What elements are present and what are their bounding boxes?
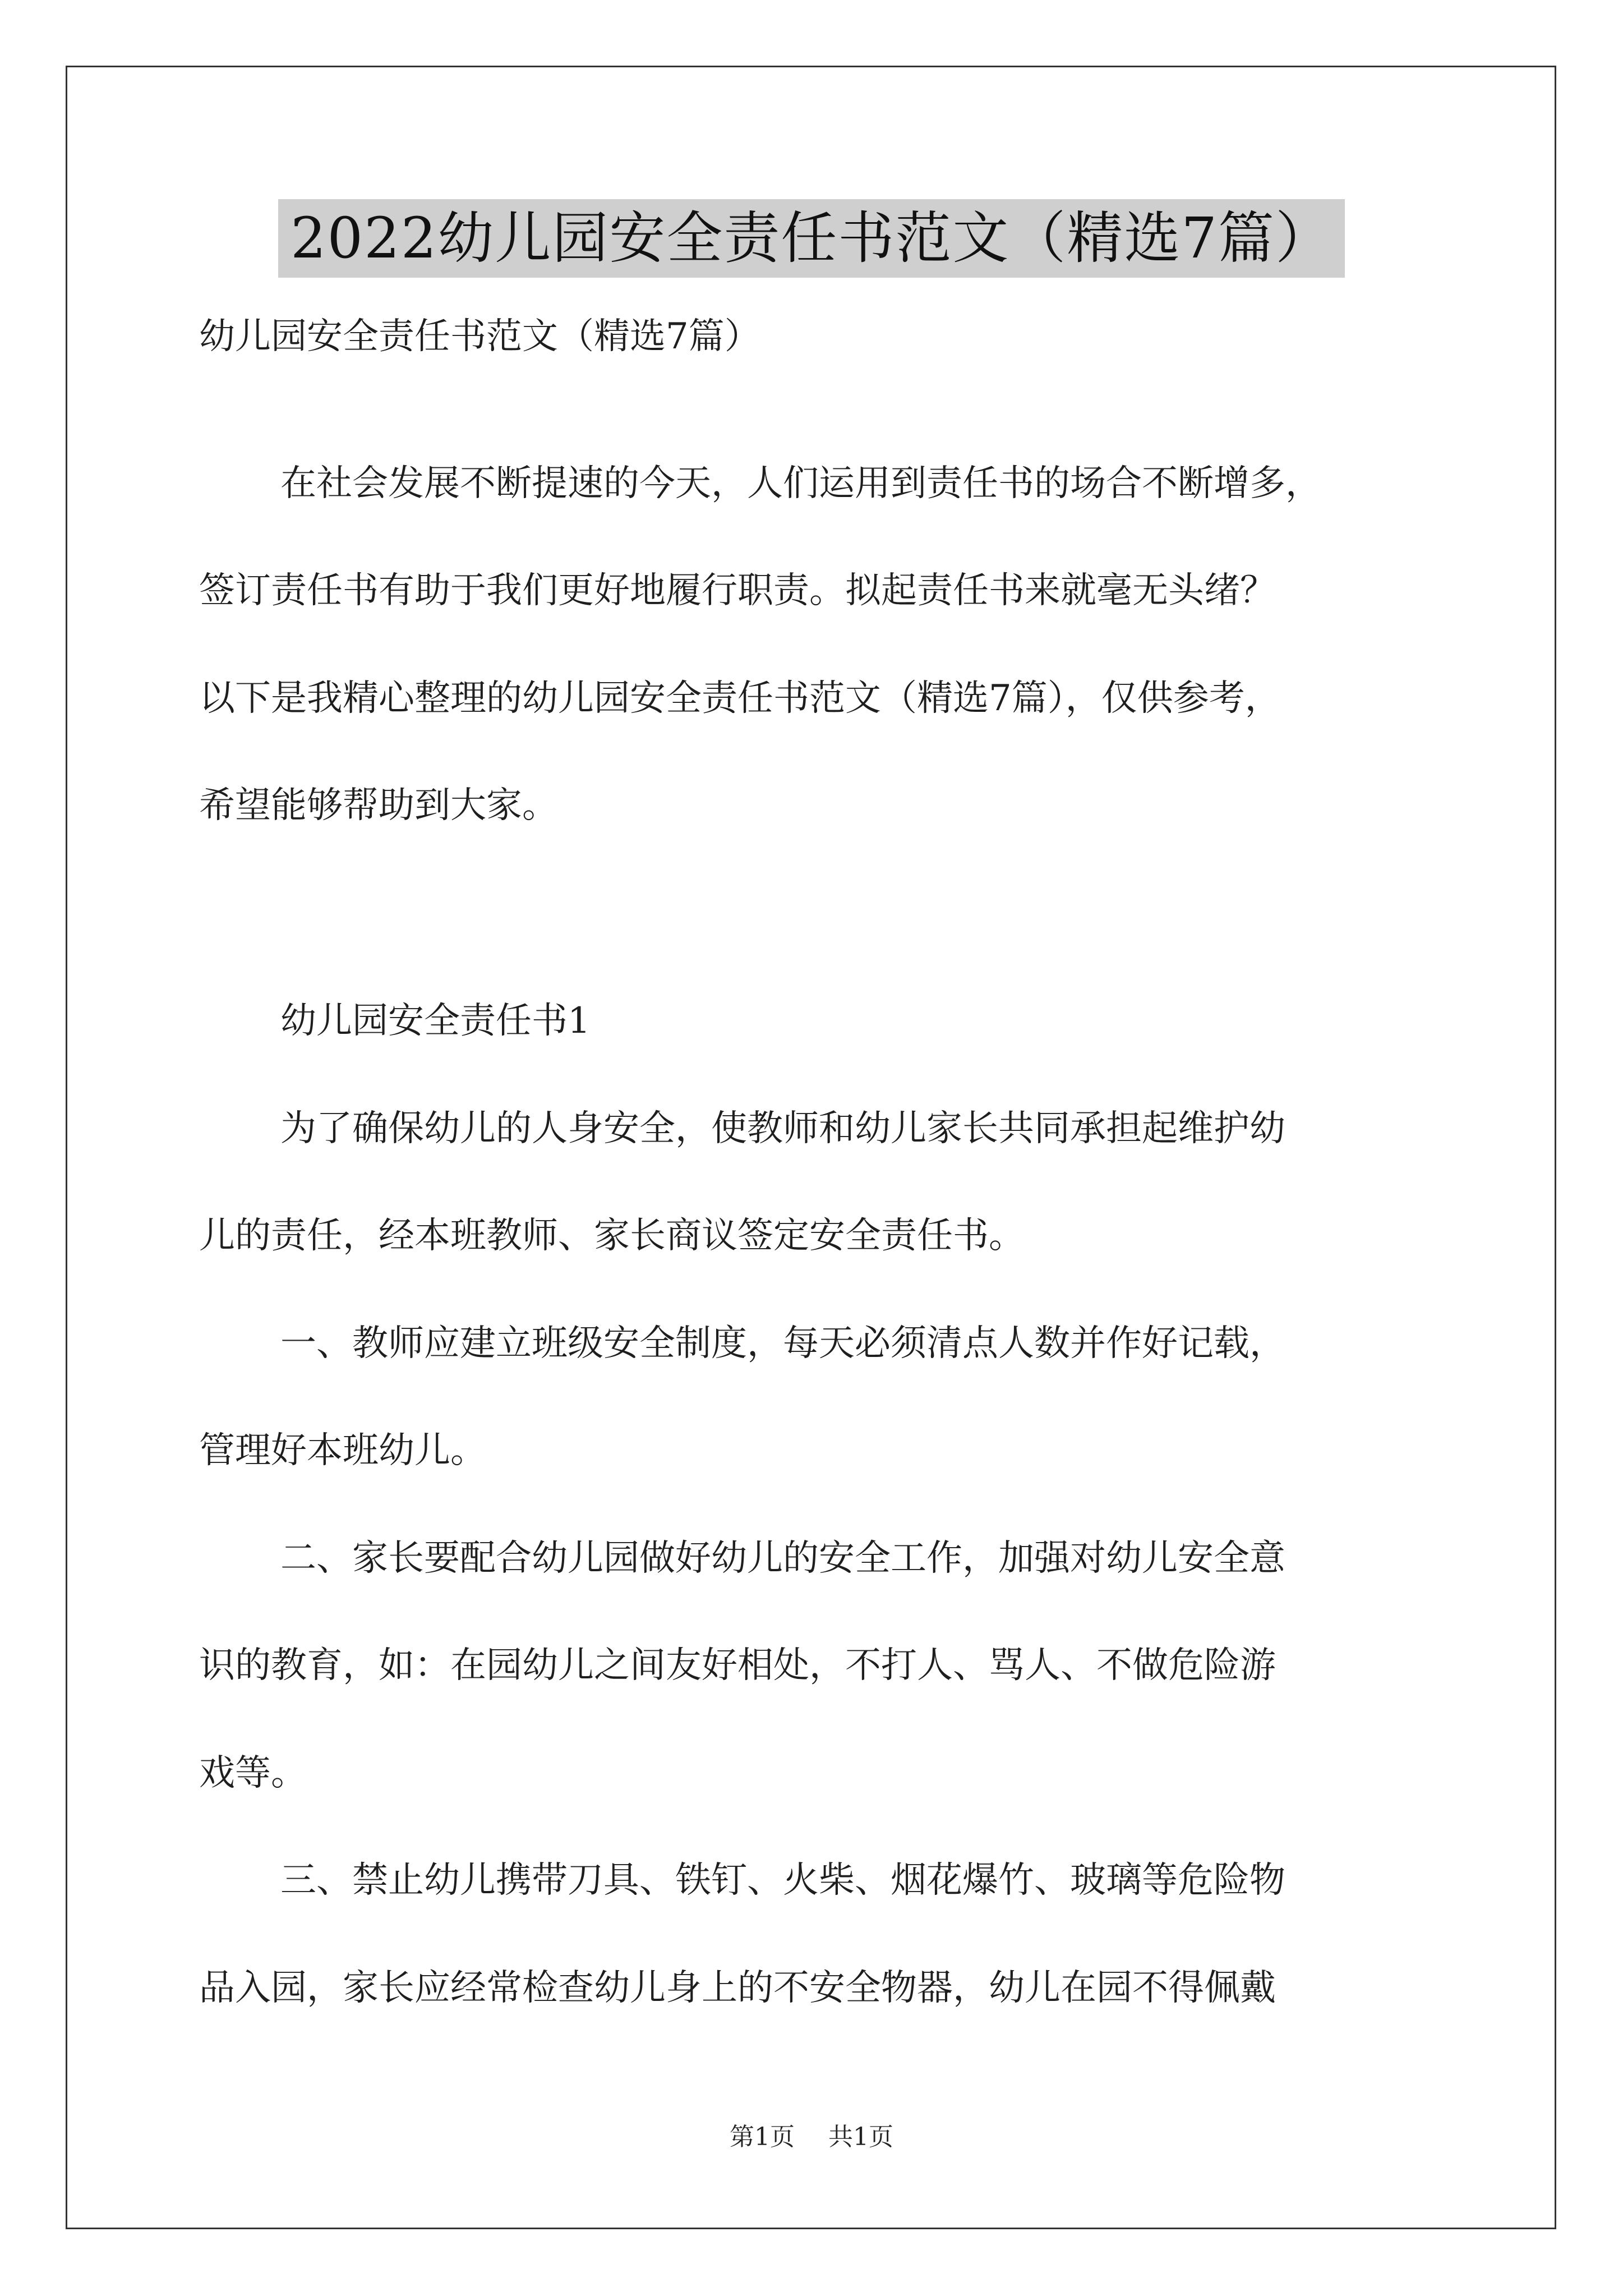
- title-container: [0, 199, 1623, 278]
- item1-line-2: 管理好本班幼儿。: [199, 1430, 486, 1471]
- para1-line-1: 为了确保幼儿的人身安全，使教师和幼儿家长共同承担起维护幼: [280, 1108, 1285, 1149]
- page-footer: [0, 2120, 1623, 2154]
- item3-line-1: 三、禁止幼儿携带刀具、铁钉、火柴、烟花爆竹、玻璃等危险物: [280, 1860, 1285, 1901]
- page-total: 共1页: [828, 2123, 893, 2151]
- item1-line-1: 一、教师应建立班级安全制度，每天必须清点人数并作好记载，: [280, 1323, 1285, 1364]
- document-subtitle: 幼儿园安全责任书范文（精选7篇）: [199, 316, 760, 357]
- item2-line-2: 识的教育，如：在园幼儿之间友好相处，不打人、骂人、不做危险游: [199, 1645, 1276, 1686]
- document-title: 2022幼儿园安全责任书范文（精选7篇）: [278, 199, 1345, 278]
- intro-line-4: 希望能够帮助到大家。: [199, 785, 558, 826]
- section-heading: 幼儿园安全责任书1: [280, 1000, 591, 1042]
- page-number: 第1页: [730, 2123, 795, 2151]
- para1-line-2: 儿的责任，经本班教师、家长商议签定安全责任书。: [199, 1215, 1025, 1257]
- intro-line-2: 签订责任书有助于我们更好地履行职责。拟起责任书来就毫无头绪？: [199, 570, 1276, 611]
- item3-line-2: 品入园，家长应经常检查幼儿身上的不安全物器，幼儿在园不得佩戴: [199, 1967, 1276, 2009]
- item2-line-3: 戏等。: [199, 1752, 307, 1794]
- item2-line-1: 二、家长要配合幼儿园做好幼儿的安全工作，加强对幼儿安全意: [280, 1538, 1285, 1579]
- intro-line-1: 在社会发展不断提速的今天，人们运用到责任书的场合不断增多，: [280, 463, 1321, 504]
- intro-line-3: 以下是我精心整理的幼儿园安全责任书范文（精选7篇），仅供参考，: [199, 678, 1281, 719]
